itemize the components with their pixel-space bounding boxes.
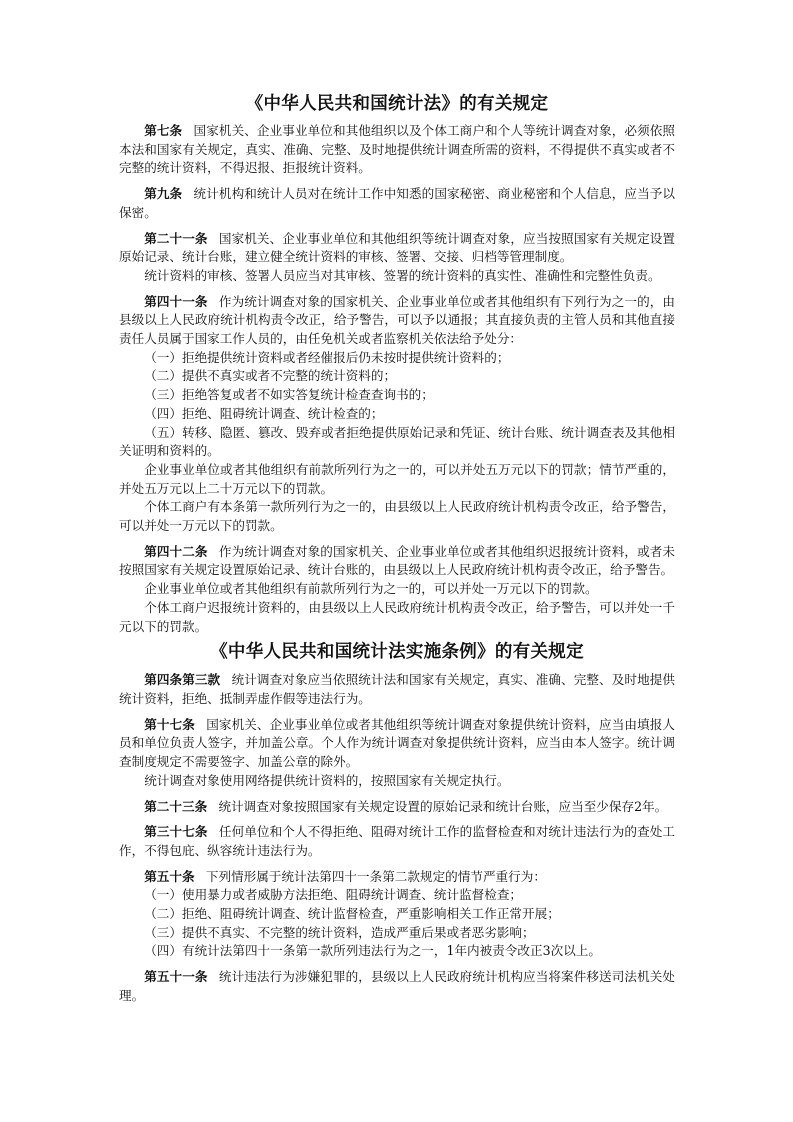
article-17 bbox=[119, 716, 675, 772]
list-item: （二）提供不真实或者不完整的统计资料的； bbox=[144, 368, 397, 384]
article-41-paragraph-3: 个体工商户有本条第一款所列行为之一的，由县级以上人民政府统计机构责令改正，给予警告，可以并处一万元以下的罚款。 bbox=[119, 499, 675, 534]
article-text: 下列情形属于统计法第四十一条第二款规定的情节严重行为： bbox=[205, 868, 546, 884]
list-item: （五）转移、隐匿、篡改、毁弃或者拒绝提供原始记录和凭证、统计台账、统计调查表及其他相关证明和资料的。 bbox=[119, 424, 675, 459]
section-title-statistics-law: 《中华人民共和国统计法》的有关规定 bbox=[245, 94, 549, 114]
section-title-implementation-regulations: 《中华人民共和国统计法实施条例》的有关规定 bbox=[210, 642, 584, 663]
article-label: 第五十条 bbox=[144, 868, 195, 884]
list-item: （二）拒绝、阻碍统计调查、统计监督检查，严重影响相关工作正常开展； bbox=[144, 906, 560, 922]
list-item: （四）拒绝、阻碍统计调查、统计检查的； bbox=[144, 405, 384, 421]
article-4-clause-3 bbox=[119, 671, 675, 708]
article-text: 国家机关、企业事业单位和其他组织以及个体工商户和个人等统计调查对象，必须依照本法和国家有关规定，真实、准确、完整、及时地提供统计调查所需的资料，不得提供不真实或者不完整的统计资料，不得迟报、拒报统计资料。 bbox=[119, 123, 676, 176]
article-text: 国家机关、企业事业单位或者其他组织等统计调查对象提供统计资料，应当由填报人员和单位负责人签字，并加盖公章。个人作为统计调查对象提供统计资料，应当由本人签字。统计调查制度规定不需要签字、加盖公章的除外。 bbox=[119, 716, 676, 770]
list-item: （四）有统计法第四十一条第一款所列违法行为之一，1年内被责令改正3次以上。 bbox=[144, 943, 601, 959]
article-51 bbox=[119, 968, 675, 1005]
article-label: 第四条第三款 bbox=[144, 672, 221, 688]
list-item: （三）提供不真实、不完整的统计资料，造成严重后果或者恶劣影响； bbox=[144, 924, 535, 940]
article-41 bbox=[119, 293, 675, 349]
article-text: 作为统计调查对象的国家机关、企业事业单位或者其他组织有下列行为之一的，由县级以上人民政府统计机构责令改正，给予警告，可以予以通报；其直接负责的主管人员和其他直接责任人员属于国家工作人员的，由任免机关或者监察机关依法给予处分： bbox=[119, 293, 676, 347]
article-label: 第三十七条 bbox=[144, 824, 208, 840]
article-label: 第四十二条 bbox=[144, 543, 208, 559]
article-label: 第五十一条 bbox=[144, 969, 208, 985]
article-text: 统计调查对象按照国家有关规定设置的原始记录和统计台账，应当至少保存2年。 bbox=[218, 798, 668, 814]
article-text: 任何单位和个人不得拒绝、阻碍对统计工作的监督检查和对统计违法行为的查处工作，不得包庇、纵容统计违法行为。 bbox=[119, 824, 676, 858]
article-text: 统计违法行为涉嫌犯罪的，县级以上人民政府统计机构应当将案件移送司法机关处理。 bbox=[119, 969, 676, 1003]
article-42-paragraph-2: 企业事业单位或者其他组织有前款所列行为之一的，可以并处一万元以下的罚款。 bbox=[144, 581, 598, 597]
article-text: 统计调查对象应当依照统计法和国家有关规定，真实、准确、完整、及时地提供统计资料，拒绝、抵制弄虚作假等违法行为。 bbox=[119, 672, 676, 706]
article-text: 作为统计调查对象的国家机关、企业事业单位或者其他组织迟报统计资料，或者未按照国家有关规定设置原始记录、统计台账的，由县级以上人民政府统计机构责令改正，给予警告。 bbox=[119, 543, 676, 578]
article-label: 第十七条 bbox=[144, 716, 195, 732]
article-label: 第二十一条 bbox=[144, 230, 208, 246]
article-label: 第四十一条 bbox=[144, 293, 208, 309]
article-7 bbox=[119, 122, 675, 178]
article-text: 统计机构和统计人员对在统计工作中知悉的国家秘密、商业秘密和个人信息，应当予以保密。 bbox=[119, 186, 676, 220]
article-label: 第二十三条 bbox=[144, 798, 208, 814]
article-label: 第七条 bbox=[144, 123, 183, 138]
list-item: （一）使用暴力或者威胁方法拒绝、阻碍统计调查、统计监督检查； bbox=[144, 887, 522, 903]
article-text: 国家机关、企业事业单位和其他组织等统计调查对象，应当按照国家有关规定设置原始记录、统计台账，建立健全统计资料的审核、签署、交接、归档等管理制度。 bbox=[119, 230, 676, 265]
article-21 bbox=[119, 230, 675, 267]
article-17-paragraph-2: 统计调查对象使用网络提供统计资料的，按照国家有关规定执行。 bbox=[144, 772, 510, 788]
article-42 bbox=[119, 543, 675, 580]
document-page bbox=[119, 92, 675, 1006]
article-21-paragraph-2: 统计资料的审核、签署人员应当对其审核、签署的统计资料的真实性、准确性和完整性负责。 bbox=[144, 267, 661, 283]
article-37 bbox=[119, 823, 675, 860]
article-50 bbox=[119, 868, 675, 887]
list-item: （三）拒绝答复或者不如实答复统计检查查询书的； bbox=[144, 387, 434, 403]
list-item: （一）拒绝提供统计资料或者经催报后仍未按时提供统计资料的； bbox=[144, 349, 510, 365]
article-label: 第九条 bbox=[144, 186, 183, 202]
article-42-paragraph-3: 个体工商户迟报统计资料的，由县级以上人民政府统计机构责令改正，给予警告，可以并处一千元以下的罚款。 bbox=[119, 599, 675, 634]
article-41-paragraph-2: 企业事业单位或者其他组织有前款所列行为之一的，可以并处五万元以下的罚款；情节严重的，并处五万元以上二十万元以下的罚款。 bbox=[119, 461, 675, 496]
article-9 bbox=[119, 185, 675, 222]
article-23 bbox=[119, 798, 675, 817]
